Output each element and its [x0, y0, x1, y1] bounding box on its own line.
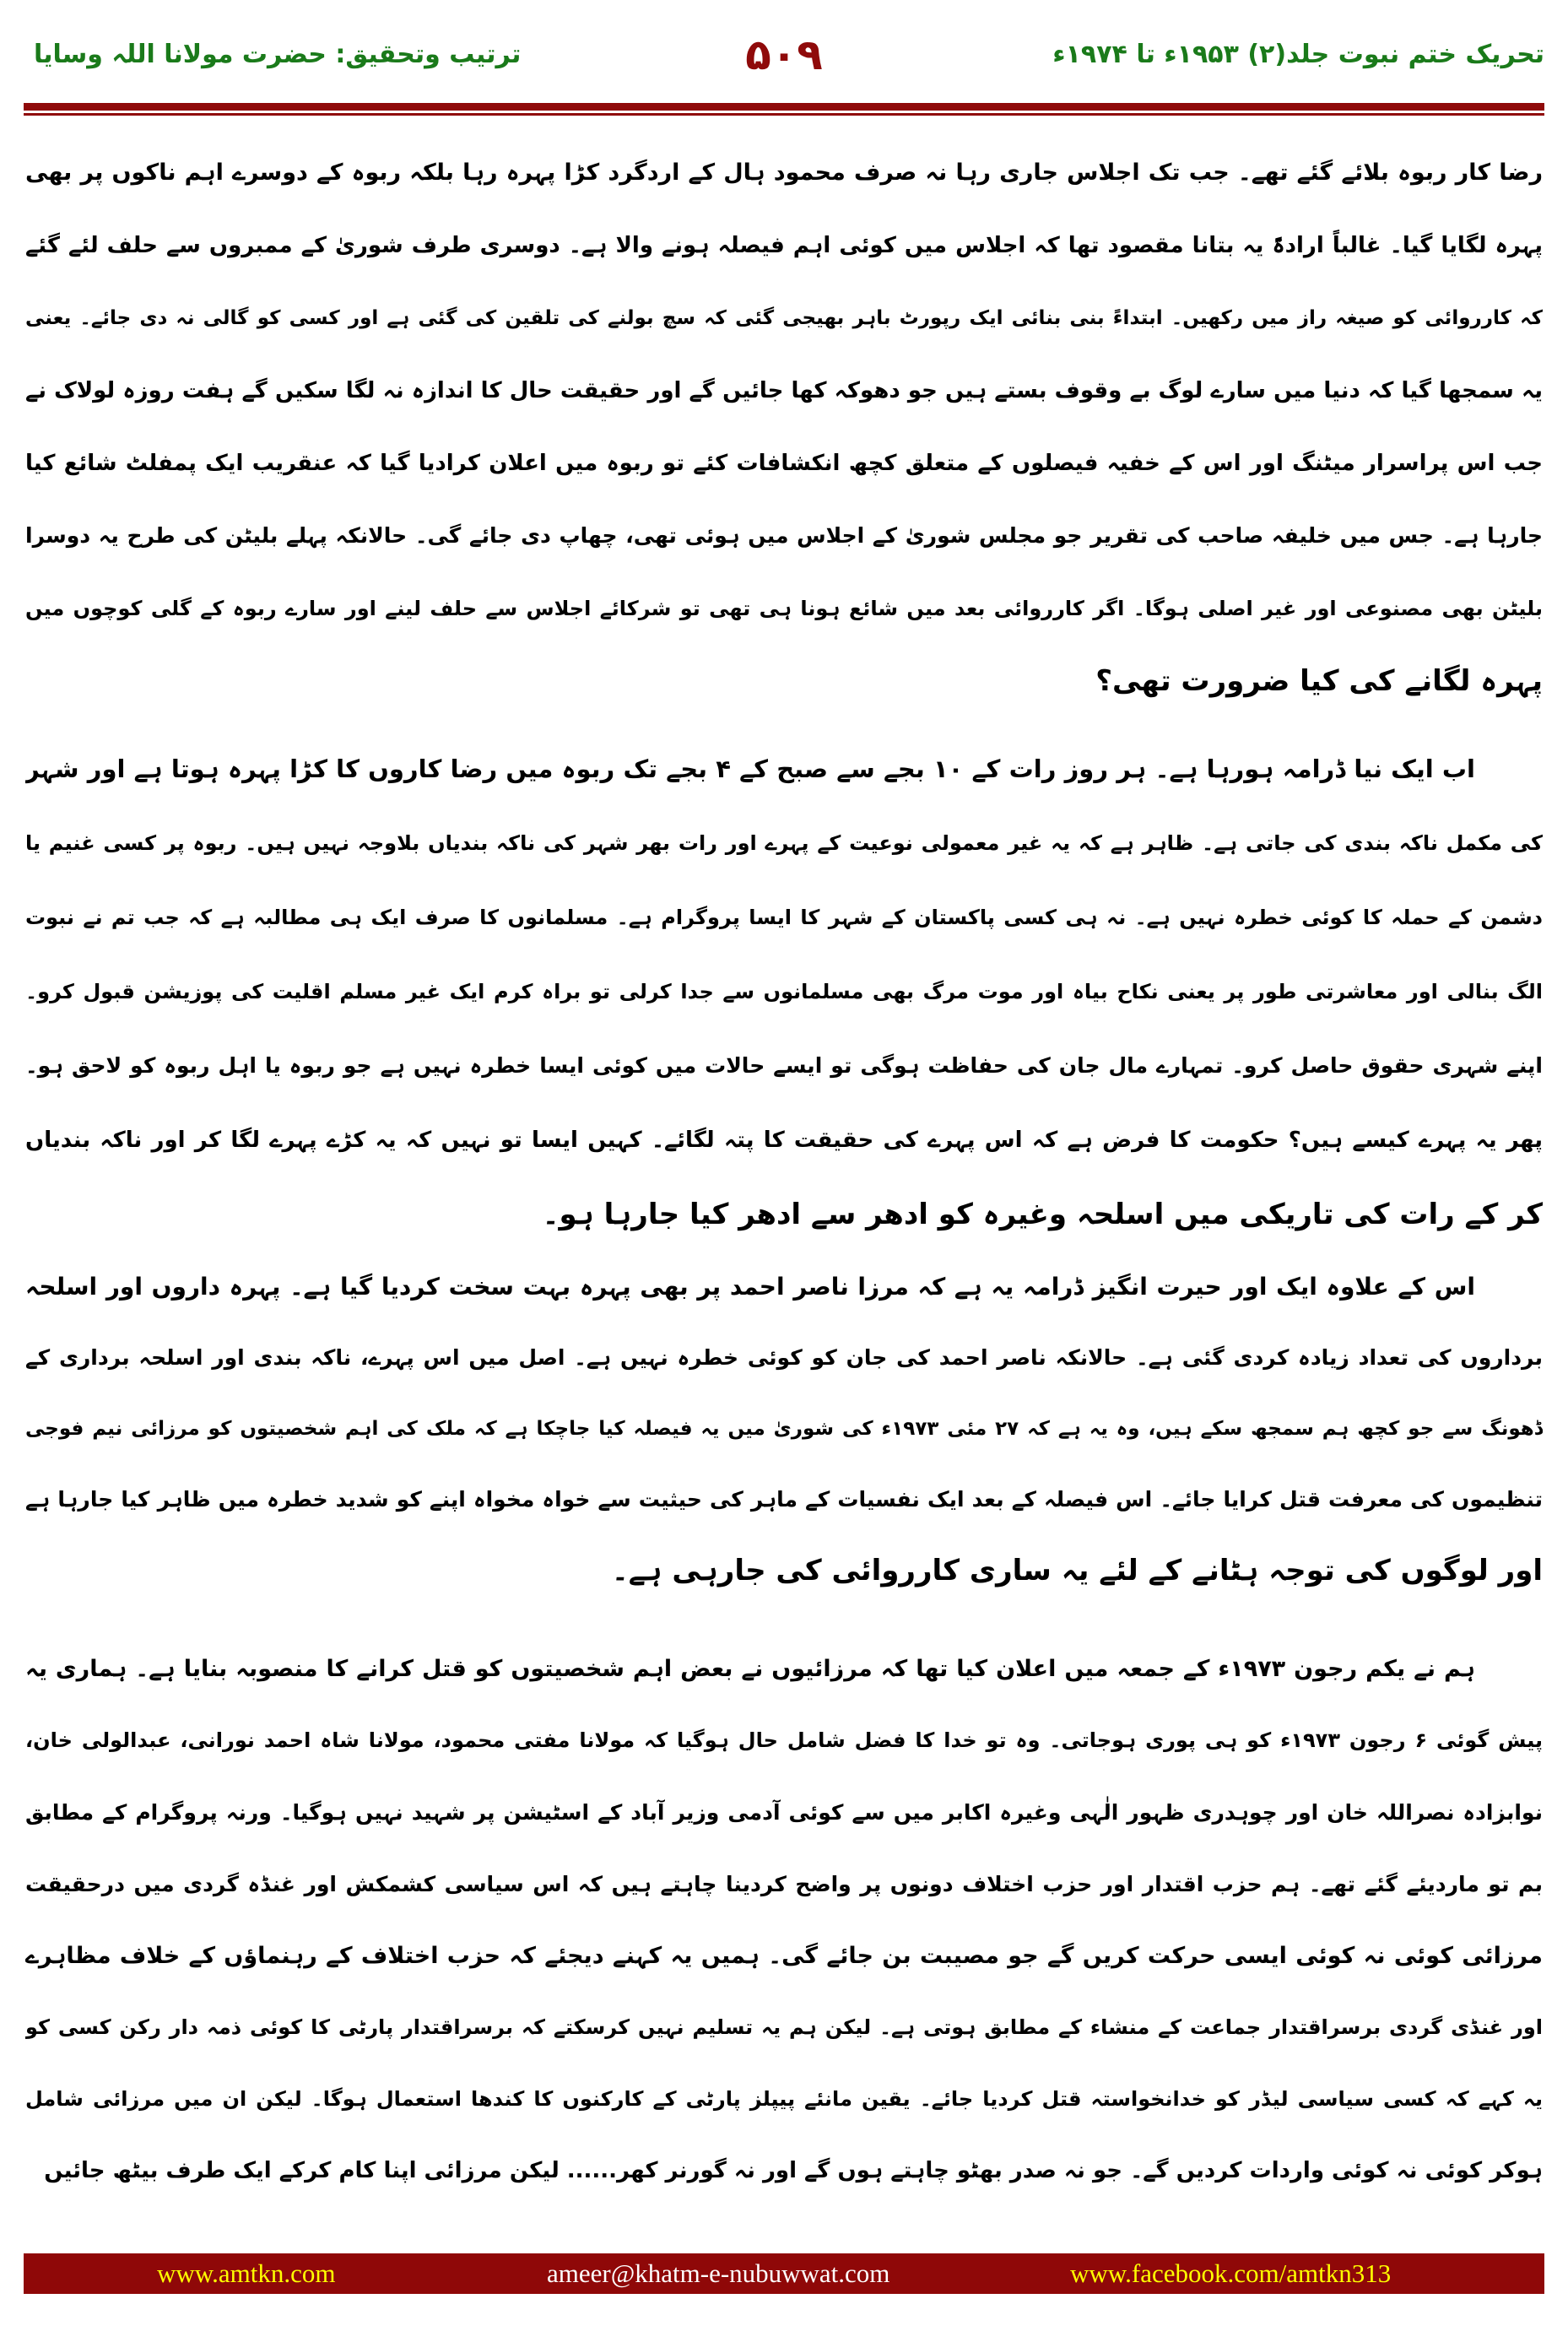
text-line: نوابزادہ نصراللہ خان اور چوہدری ظہور الٰہی وغیرہ اکابر میں سے کوئی آدمی وزیر آباد کے اسٹیشن پر شہید نہیں ہوگیا۔ ورنہ پروگرام کے مطابق	[25, 1800, 1543, 1825]
text-line: اب ایک نیا ڈرامہ ہورہا ہے۔ ہر روز رات کے ۱۰ بجے سے صبح کے ۴ بجے تک ربوہ میں رضا کاروں کا کڑا پہرہ ہوتا ہے اور شہر	[25, 755, 1475, 783]
text-line: اور لوگوں کی توجہ ہٹانے کے لئے یہ ساری کارروائی کی جارہی ہے۔	[611, 1554, 1543, 1587]
text-line: ہم نے یکم رجون ۱۹۷۳ء کے جمعہ میں اعلان کیا تھا کہ مرزائیوں نے بعض اہم شخصیتوں کو قتل کرانے کا منصوبہ بنایا ہے۔ ہماری یہ	[25, 1656, 1475, 1682]
text-line: یہ کہے کہ کسی سیاسی لیڈر کو خدانخواستہ قتل کردیا جائے۔ یقین مانئے پیپلز پارٹی کے کارکنوں کا کندھا استعمال ہوگا۔ لیکن ان میں مرزائی شامل	[25, 2087, 1543, 2111]
text-line: مرزائی کوئی نہ کوئی ایسی حرکت کریں گے جو مصیبت بن جائے گی۔ ہمیں یہ کہنے دیجئے کہ حزب اختلاف کے رہنماؤں کے خلاف مظاہرے	[25, 1943, 1543, 1969]
book-title: تحریک ختم نبوت جلد(۲) ۱۹۵۳ء تا ۱۹۷۴ء	[1052, 40, 1544, 69]
text-line: کر کے رات کی تاریکی میں اسلحہ وغیرہ کو ادھر سے ادھر کیا جارہا ہو۔	[542, 1198, 1543, 1231]
footer-bar	[24, 2253, 1544, 2294]
text-line: اپنے شہری حقوق حاصل کرو۔ تمہارے مال جان کی حفاظت ہوگی تو ایسے حالات میں کوئی ایسا خطرہ نہیں ہے جو ربوہ یا اہل ربوہ کو لاحق ہو۔	[25, 1053, 1543, 1078]
text-line: کی مکمل ناکہ بندی کی جاتی ہے۔ ظاہر ہے کہ یہ غیر معمولی نوعیت کے پہرے اور رات بھر شہر کی ناکہ بندیاں بلاوجہ نہیں ہیں۔ ربوہ پر کسی غنیم یا	[25, 831, 1543, 855]
text-line: تنظیموں کی معرفت قتل کرایا جائے۔ اس فیصلہ کے بعد ایک نفسیات کے ماہر کی حیثیت سے خواہ مخواہ اپنے کو شدید خطرہ میں ظاہر کیا جارہا ہے	[25, 1487, 1543, 1512]
paragraph-2	[25, 732, 1543, 1252]
text-line: رضا کار ربوہ بلائے گئے تھے۔ جب تک اجلاس جاری رہا نہ صرف محمود ہال کے اردگرد کڑا پہرہ رہا بلکہ ربوہ کے دوسرے اہم ناکوں پر بھی	[25, 160, 1543, 186]
text-line: پیش گوئی ۶ رجون ۱۹۷۳ء کو ہی پوری ہوجاتی۔ وہ تو خدا کا فضل شامل حال ہوگیا کہ مولانا مفتی محمود، مولانا شاہ احمد نورانی، عبدالولی خان،	[25, 1728, 1543, 1752]
facebook-link[interactable]: www.facebook.com/amtkn313	[1070, 2258, 1392, 2288]
paragraph-1	[25, 137, 1543, 717]
paragraph-3	[25, 1252, 1543, 1606]
website-link[interactable]: www.amtkn.com	[157, 2258, 336, 2288]
text-line: جارہا ہے۔ جس میں خلیفہ صاحب کی تقریر جو مجلس شوریٰ کے اجلاس میں ہوئی تھی، چھاپ دی جائے گی۔ حالانکہ پہلے بلیٹن کی طرح یہ دوسرا	[25, 523, 1543, 548]
text-line: ڈھونگ سے جو کچھ ہم سمجھ سکے ہیں، وہ یہ ہے کہ ۲۷ مئی ۱۹۷۳ء کی شوریٰ میں یہ فیصلہ کیا جاچکا ہے کہ ملک کی اہم شخصیتوں کو مرزائی نیم فوجی	[25, 1418, 1543, 1440]
email-link[interactable]: ameer@khatm-e-nubuwwat.com	[547, 2258, 890, 2288]
text-line: اور غنڈی گردی برسراقتدار جماعت کے منشاء کے مطابق ہوتی ہے۔ لیکن ہم یہ تسلیم نہیں کرسکتے کہ برسراقتدار پارٹی کا کوئی ذمہ دار رکن کسی کو	[25, 2015, 1543, 2039]
text-line: بم تو ماردیئے گئے تھے۔ ہم حزب اقتدار اور حزب اختلاف دونوں پر واضح کردینا چاہتے ہیں کہ اس سیاسی کشمکش اور غنڈہ گردی میں درحقیقت	[25, 1872, 1543, 1896]
text-line: یہ سمجھا گیا کہ دنیا میں سارے لوگ بے وقوف بستے ہیں جو دھوکہ کھا جائیں گے اور حقیقت حال کا اندازہ نہ لگا سکیں گے ہفت روزہ لولاک نے	[25, 378, 1543, 403]
text-line: بلیٹن بھی مصنوعی اور غیر اصلی ہوگا۔ اگر کارروائی بعد میں شائع ہونا ہی تھی تو شرکائے اجلاس سے حلف لینے اور سارے ربوہ کے گلی کوچوں میں	[25, 597, 1543, 620]
header-divider-thin	[24, 113, 1544, 116]
text-line: دشمن کے حملہ کا کوئی خطرہ نہیں ہے۔ نہ ہی کسی پاکستان کے شہر کا ایسا پروگرام ہے۔ مسلمانوں کا صرف ایک ہی مطالبہ ہے کہ جب تم نے نبوت	[25, 906, 1543, 929]
text-line: پھر یہ پہرے کیسے ہیں؟ حکومت کا فرض ہے کہ اس پہرے کی حقیقت کا پتہ لگائے۔ کہیں ایسا تو نہیں کہ یہ کڑے پہرے لگا کر اور ناکہ بندیاں	[25, 1128, 1543, 1153]
text-line: الگ بنالی اور معاشرتی طور پر یعنی نکاح بیاہ اور موت مرگ بھی مسلمانوں سے جدا کرلی تو براہ کرم ایک غیر مسلم اقلیت کی پوزیشن قبول کرو۔	[25, 980, 1543, 1003]
text-line: برداروں کی تعداد زیادہ کردی گئی ہے۔ حالانکہ ناصر احمد کی جان کو کوئی خطرہ نہیں ہے۔ اصل میں اس پہرے، ناکہ بندی اور اسلحہ برداری کے	[25, 1345, 1543, 1370]
paragraph-4	[25, 1633, 1543, 2207]
text-line: ہوکر کوئی نہ کوئی واردات کردیں گے۔ جو نہ صدر بھٹو چاہتے ہوں گے اور نہ گورنر کھر...... لیکن مرزائی اپنا کام کرکے ایک طرف بیٹھ جائیں	[44, 2158, 1543, 2183]
text-line: کہ کارروائی کو صیغہ راز میں رکھیں۔ ابتداءً بنی بنائی ایک رپورٹ باہر بھیجی گئی کہ سچ بولنے کی تلقین کی گئی ہے اور کسی کو گالی نہ دی جائے۔ یعنی	[25, 307, 1543, 329]
compiler-credit: ترتیب وتحقیق: حضرت مولانا اللہ وسایا	[34, 40, 522, 69]
header-divider-thick	[24, 103, 1544, 111]
text-line: اس کے علاوہ ایک اور حیرت انگیز ڈرامہ یہ ہے کہ مرزا ناصر احمد پر بھی پہرہ بہت سخت کردیا گیا ہے۔ پہرہ داروں اور اسلحہ	[25, 1273, 1475, 1301]
text-line: جب اس پراسرار میٹنگ اور اس کے خفیہ فیصلوں کے متعلق کچھ انکشافات کئے تو ربوہ میں اعلان کرادیا گیا کہ عنقریب ایک پمفلٹ شائع کیا	[25, 451, 1543, 476]
page-number: ۵۰۹	[745, 30, 823, 79]
text-line: پہرہ لگایا گیا۔ غالباً ارادۃً یہ بتانا مقصود تھا کہ اجلاس میں کوئی اہم فیصلہ ہونے والا ہے۔ دوسری طرف شوریٰ کے ممبروں سے حلف لئے گئے	[25, 233, 1543, 258]
text-line: پہرہ لگانے کی کیا ضرورت تھی؟	[1095, 664, 1543, 698]
